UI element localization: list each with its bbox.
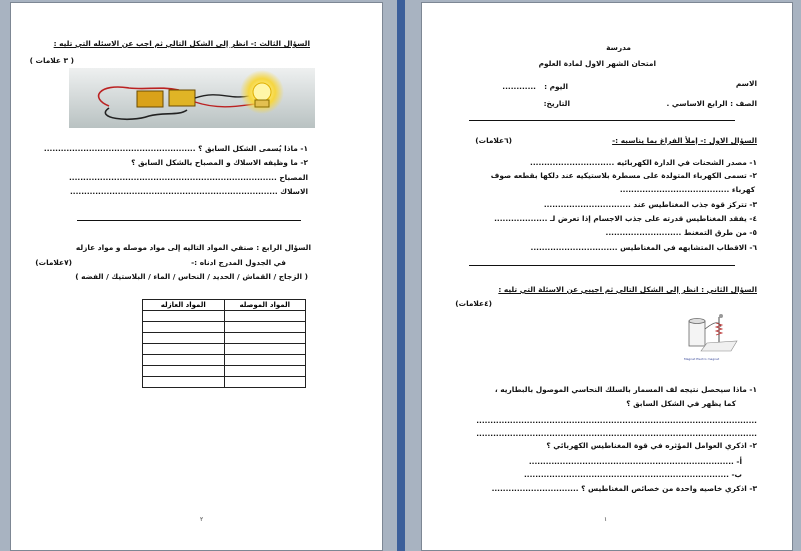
electromagnet-image xyxy=(685,311,743,357)
date-label: التاريخ: xyxy=(543,99,570,108)
table-row xyxy=(143,322,306,333)
circuit-image xyxy=(69,68,315,128)
table-row xyxy=(143,333,306,344)
q2-marks: (٤علامات) xyxy=(455,299,492,308)
q1-marks: (٦علامات) xyxy=(475,136,512,145)
q3-item-lamp: المصباح .......................................................................... xyxy=(69,173,308,182)
materials-table xyxy=(142,299,306,388)
page-splitter[interactable] xyxy=(397,0,405,551)
separator-line xyxy=(77,220,301,221)
q3-item-1: ١- ماذا يُسمى الشكل السابق ؟ ...................................................... xyxy=(43,144,308,153)
q2-item-2-a: أ- ......................................................................... xyxy=(528,457,742,466)
table-row xyxy=(143,344,306,355)
column-header-insulators: المواد العازله xyxy=(143,300,225,311)
page-number: ٢ xyxy=(200,516,204,523)
q1-title: السؤال الاول :- إملأ الفراغ بما يناسبه :- xyxy=(612,136,757,145)
table-row xyxy=(143,355,306,366)
q1-item-2-cont: كهرباء ....................................... xyxy=(619,185,755,194)
q2-answer-line-2: .................................................................................................... xyxy=(476,429,757,438)
q2-item-1: ١- ماذا سيحصل نتيجه لف المسمار بالسلك النحاسي الموصول بالبطاريه ، xyxy=(494,385,757,394)
q3-title: السؤال الثالث :- انظر إلى الشكل التالي ثم اجب عن الاسئله التي تليه : xyxy=(53,39,310,48)
q2-item-3: ٣- اذكري خاصيه واحدة من خصائص المغناطيس ؟ ............................... xyxy=(491,484,757,493)
name-label: الاسم xyxy=(735,79,757,88)
school-label: مدرسة xyxy=(606,43,631,52)
q4-materials: ( الزجاج / القماش / الحديد / النحاس / الماء / البلاستيك / الفضه ) xyxy=(75,272,308,281)
table-row xyxy=(143,311,306,322)
q2-item-2: ٢- اذكري العوامل المؤثره في قوة المغناطيس الكهربائي ؟ xyxy=(546,441,757,450)
q2-title: السؤال الثاني : انظر إلى الشكل التالي ثم اجيبي عن الاسئلة التي تليه : xyxy=(498,285,757,294)
exam-title: امتحان الشهر الاول لمادة العلوم xyxy=(538,59,656,68)
table-row xyxy=(143,366,306,377)
q1-item-2: ٢- تسمى الكهرباء المتولدة على مسطرة بلاستيكيه عند دلكها بقطعه صوف xyxy=(490,171,757,180)
header-separator xyxy=(469,120,735,121)
q1-item-6: ٦- الاقطاب المتشابهه في المغناطيس ............................... xyxy=(530,243,757,252)
q3-item-2: ٢- ما وظيفه الاسلاك و المصباح بالشكل السابق ؟ xyxy=(131,158,308,167)
day-label: اليوم : xyxy=(544,82,568,91)
figure-caption: Magnet Electro magnet xyxy=(684,357,720,361)
table-row xyxy=(143,377,306,388)
page-1 xyxy=(421,2,793,551)
q1-item-4: ٤- يفقد المغناطيس قدرته على جذب الاجسام إذا تعرض لـ ................... xyxy=(494,214,757,223)
q1-separator xyxy=(469,265,735,266)
q2-item-1-cont: كما يظهر في الشكل السابق ؟ xyxy=(626,399,736,408)
q4-marks: (٧علامات) xyxy=(35,258,72,267)
q2-item-2-b: ب- ......................................................................... xyxy=(523,470,742,479)
q1-item-3: ٣- تتركز قوة جذب المغناطيس عند ............................... xyxy=(543,200,757,209)
column-header-conductors: المواد الموصله xyxy=(224,300,306,311)
q2-answer-line-1: .................................................................................................... xyxy=(476,416,757,425)
page-number: ١ xyxy=(604,516,608,523)
class-label: الصف : الرابع الاساسي . xyxy=(666,99,757,108)
q4-title-line1: السؤال الرابع : صنفي المواد التاليه إلى مواد موصله و مواد عازله xyxy=(75,243,311,252)
q3-item-wires: الاسلاك .......................................................................... xyxy=(69,187,308,196)
q1-item-1: ١- مصدر الشحنات في الدارة الكهربائيه .............................. xyxy=(530,158,757,167)
q1-item-5: ٥- من طرق التمغنط ........................... xyxy=(605,228,757,237)
q3-marks: ( ٣ علامات ) xyxy=(29,56,74,65)
q4-title-line2: في الجدول المدرج ادناه :- xyxy=(191,258,286,267)
day-dots: ............ xyxy=(502,82,536,91)
page-2 xyxy=(10,2,383,551)
